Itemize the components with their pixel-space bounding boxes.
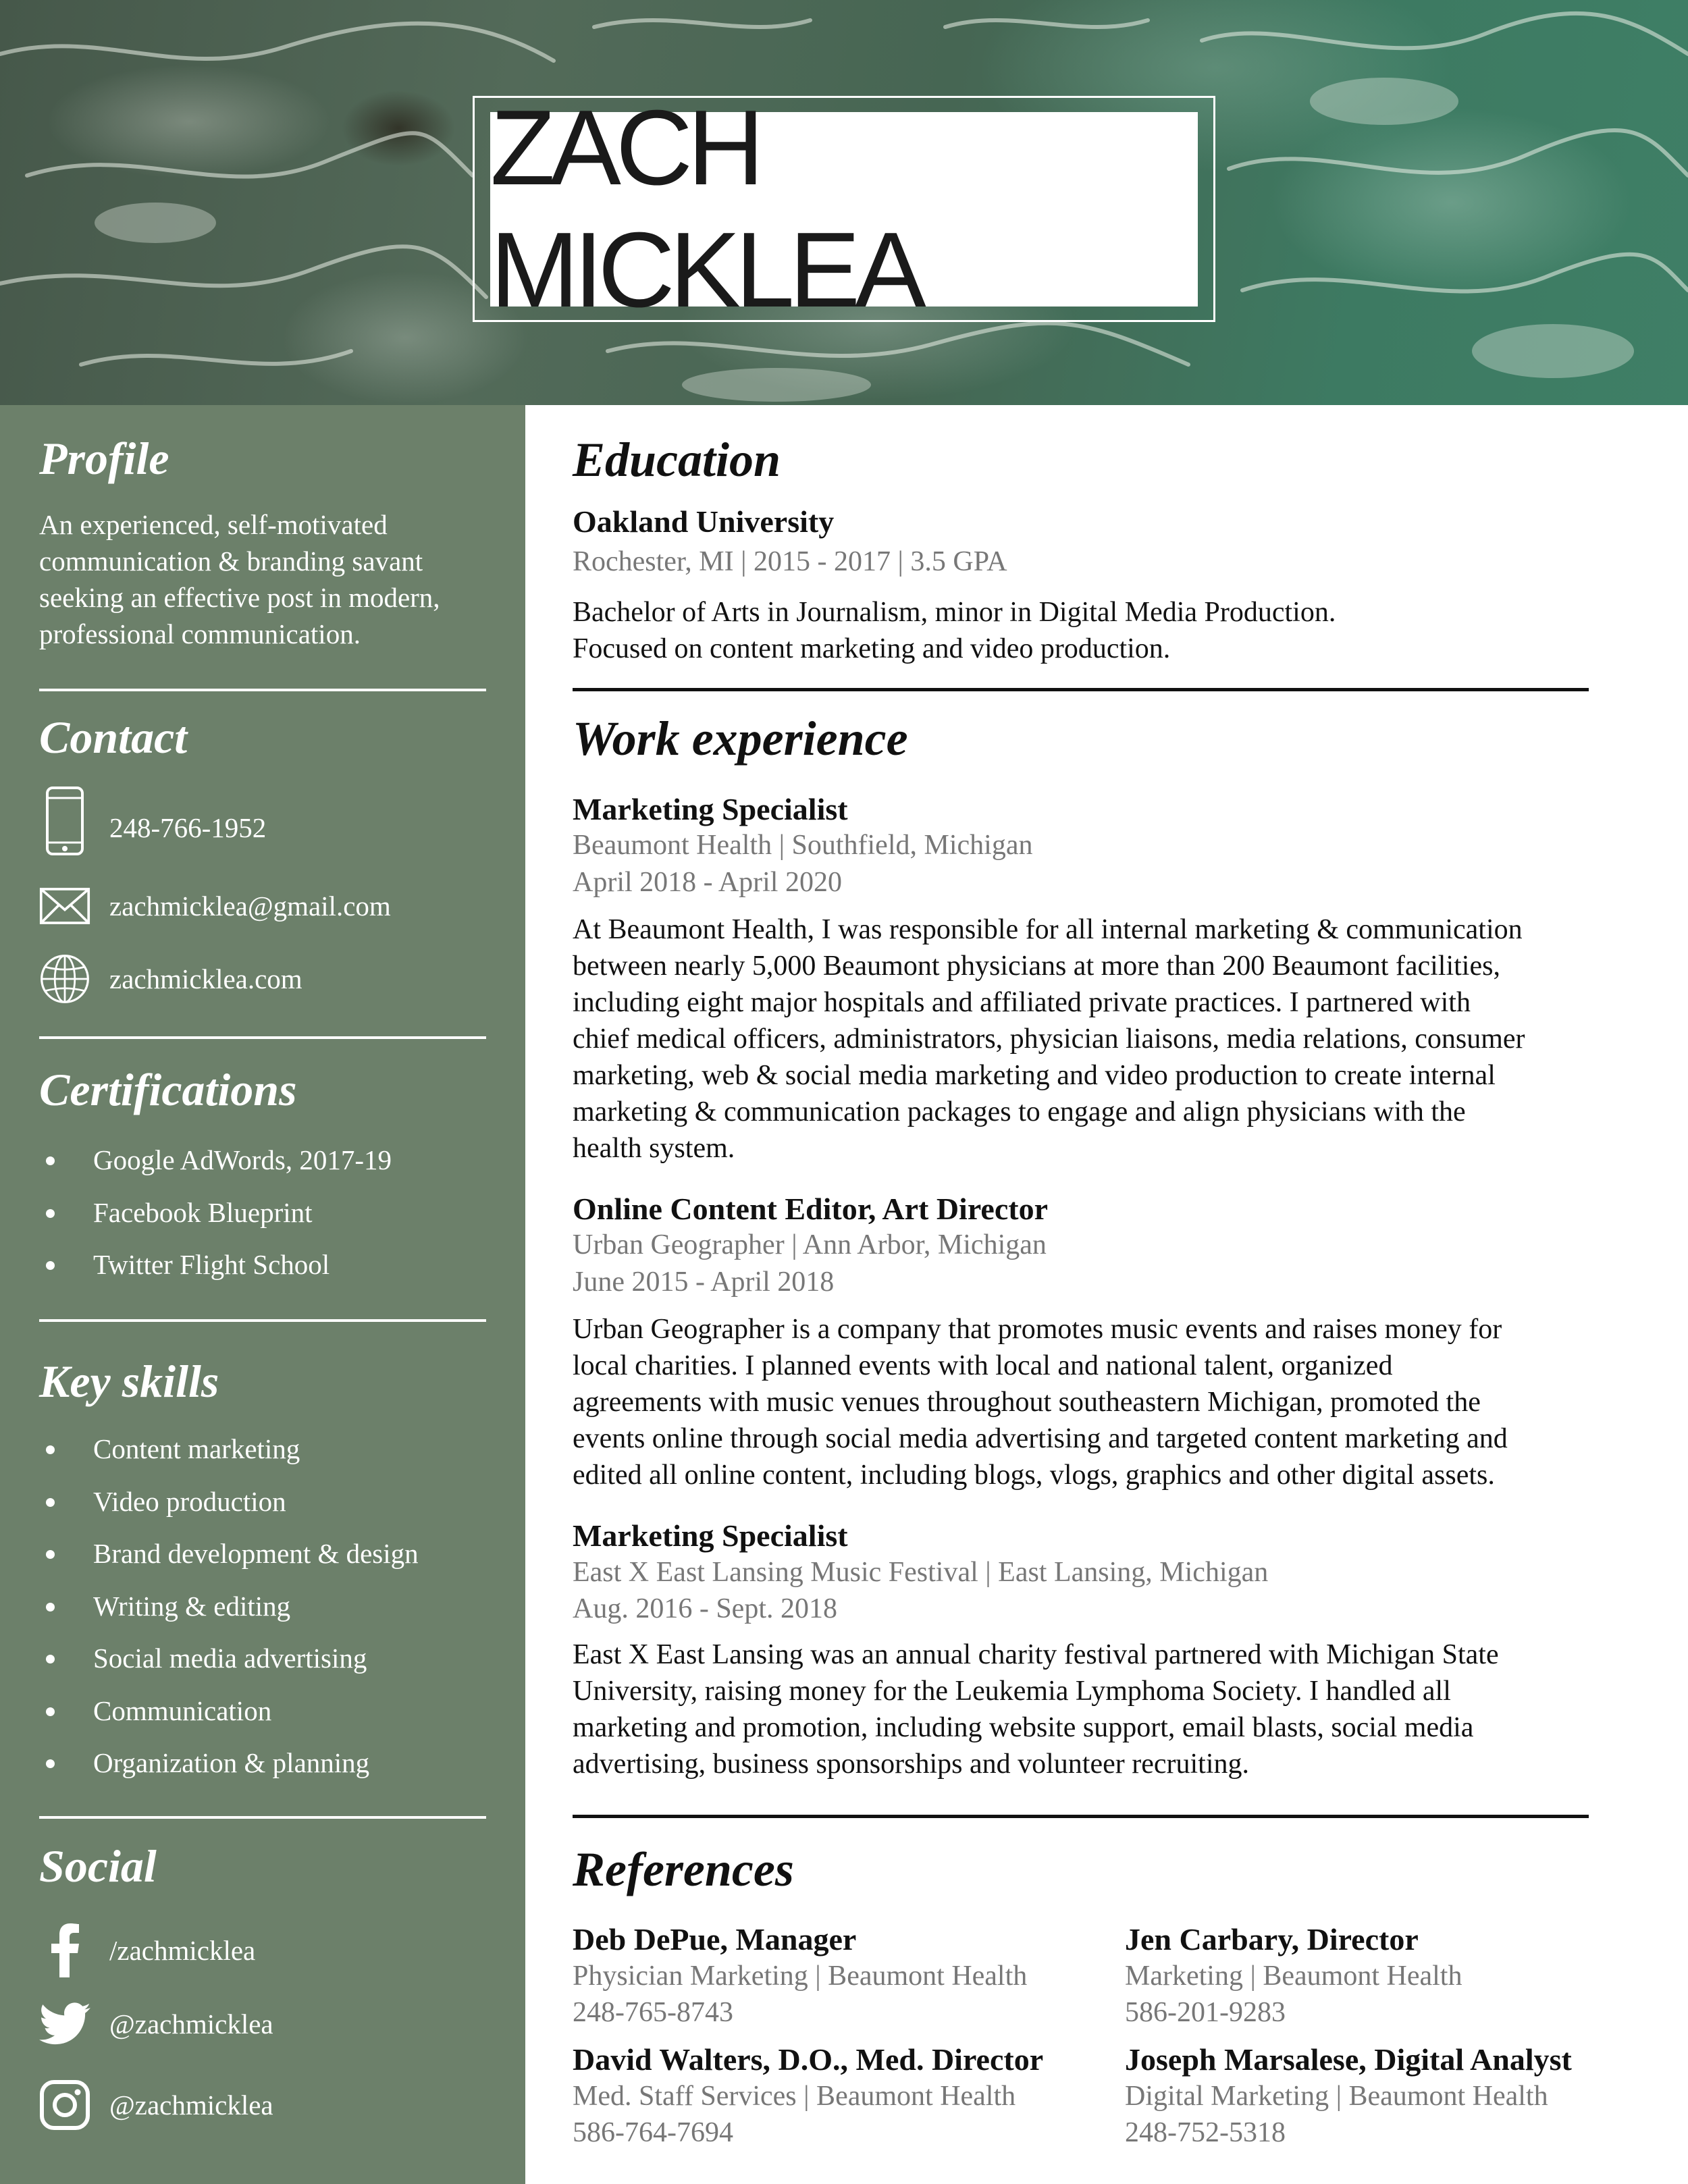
reference-org: Digital Marketing | Beaumont Health bbox=[1125, 2081, 1548, 2112]
list-item: Organization & planning bbox=[39, 1737, 505, 1790]
reference-card bbox=[1125, 2042, 1679, 2151]
job-line: University, raising money for the Leukemia Lymphoma Society. I handled all bbox=[573, 1676, 1451, 1707]
school-details: Rochester, MI | 2015 - 2017 | 3.5 GPA bbox=[573, 546, 1007, 577]
job-dates: Aug. 2016 - Sept. 2018 bbox=[573, 1593, 837, 1624]
reference-card bbox=[573, 1921, 1126, 2031]
contact-heading: Contact bbox=[39, 712, 188, 763]
profile-line: seeking an effective post in modern, bbox=[39, 582, 440, 613]
reference-name: Deb DePue, Manager bbox=[573, 1922, 857, 1956]
skills-heading: Key skills bbox=[39, 1356, 219, 1407]
website-url: zachmicklea.com bbox=[109, 963, 302, 994]
profile-heading: Profile bbox=[39, 433, 169, 484]
list-item: Brand development & design bbox=[39, 1528, 505, 1580]
social-twitter[interactable] bbox=[39, 1997, 273, 2051]
header-banner bbox=[0, 0, 1688, 405]
sidebar bbox=[0, 405, 525, 2184]
reference-org: Marketing | Beaumont Health bbox=[1125, 1961, 1462, 1992]
job-org: Urban Geographer | Ann Arbor, Michigan bbox=[573, 1229, 1047, 1260]
job-title: Marketing Specialist bbox=[573, 792, 848, 826]
work-heading: Work experience bbox=[573, 712, 908, 766]
education-heading: Education bbox=[573, 433, 781, 487]
reference-phone: 248-752-5318 bbox=[1125, 2117, 1286, 2148]
divider bbox=[39, 689, 486, 691]
globe-icon bbox=[39, 953, 90, 1005]
phone-icon bbox=[39, 802, 90, 853]
job-org: Beaumont Health | Southfield, Michigan bbox=[573, 830, 1033, 861]
list-item: Writing & editing bbox=[39, 1580, 505, 1633]
divider bbox=[39, 1036, 486, 1039]
education-line: Focused on content marketing and video production. bbox=[573, 633, 1171, 664]
job-line: marketing and promotion, including website support, email blasts, social media bbox=[573, 1712, 1474, 1743]
job-line: edited all online content, including blogs, vlogs, graphics and other digital assets. bbox=[573, 1460, 1495, 1491]
social-heading: Social bbox=[39, 1840, 157, 1892]
job-line: Urban Geographer is a company that promotes music events and raises money for bbox=[573, 1314, 1502, 1345]
contact-phone[interactable] bbox=[39, 801, 266, 855]
certifications-heading: Certifications bbox=[39, 1064, 297, 1115]
job-line: local charities. I planned events with local and national talent, organized bbox=[573, 1350, 1393, 1381]
job-dates: April 2018 - April 2020 bbox=[573, 867, 842, 898]
job-line: marketing, web & social media marketing and video production to create internal bbox=[573, 1060, 1496, 1091]
job-line: At Beaumont Health, I was responsible for all internal marketing & communication bbox=[573, 914, 1523, 945]
candidate-name: ZACH MICKLEA bbox=[490, 88, 921, 329]
job-line: marketing & communication packages to engage and align physicians with the bbox=[573, 1096, 1466, 1127]
job-line: advertising, business sponsorships and volunteer recruiting. bbox=[573, 1749, 1250, 1780]
list-item: Twitter Flight School bbox=[39, 1239, 505, 1291]
list-item: Video production bbox=[39, 1476, 505, 1528]
main-content bbox=[525, 405, 1688, 2184]
instagram-handle: @zachmicklea bbox=[109, 2089, 273, 2121]
job-title: Marketing Specialist bbox=[573, 1518, 848, 1553]
job-org: East X East Lansing Music Festival | East Lansing, Michigan bbox=[573, 1557, 1269, 1588]
reference-name: Joseph Marsalese, Digital Analyst bbox=[1125, 2042, 1572, 2077]
divider bbox=[573, 688, 1589, 691]
social-instagram[interactable] bbox=[39, 2078, 273, 2132]
reference-org: Physician Marketing | Beaumont Health bbox=[573, 1961, 1028, 1992]
education-description bbox=[573, 594, 1599, 667]
divider bbox=[39, 1816, 486, 1819]
divider bbox=[39, 1319, 486, 1322]
profile-line: professional communication. bbox=[39, 618, 361, 649]
divider bbox=[573, 1815, 1589, 1818]
certifications-list bbox=[39, 1134, 505, 1291]
phone-number: 248-766-1952 bbox=[109, 812, 267, 843]
job-dates: June 2015 - April 2018 bbox=[573, 1267, 835, 1298]
reference-org: Med. Staff Services | Beaumont Health bbox=[573, 2081, 1016, 2112]
reference-name: David Walters, D.O., Med. Director bbox=[573, 2042, 1044, 2077]
mail-icon bbox=[39, 880, 90, 932]
job-line: including eight major hospitals and affiliated private practices. I partnered with bbox=[573, 987, 1471, 1018]
job-title: Online Content Editor, Art Director bbox=[573, 1192, 1048, 1226]
job-description bbox=[573, 1636, 1599, 1782]
reference-phone: 586-201-9283 bbox=[1125, 1997, 1286, 2028]
profile-text bbox=[39, 506, 505, 652]
contact-website[interactable] bbox=[39, 952, 302, 1006]
email-address: zachmicklea@gmail.com bbox=[109, 890, 391, 922]
job-line: East X East Lansing was an annual charity festival partnered with Michigan State bbox=[573, 1639, 1499, 1670]
job-line: health system. bbox=[573, 1133, 735, 1164]
school-name: Oakland University bbox=[573, 504, 835, 539]
list-item: Content marketing bbox=[39, 1423, 505, 1476]
job-line: between nearly 5,000 Beaumont physicians at more than 200 Beaumont facilities, bbox=[573, 951, 1500, 982]
social-facebook[interactable] bbox=[39, 1923, 255, 1977]
contact-email[interactable] bbox=[39, 879, 391, 933]
profile-line: communication & branding savant bbox=[39, 545, 423, 577]
facebook-handle: /zachmicklea bbox=[109, 1935, 256, 1966]
list-item: Social media advertising bbox=[39, 1632, 505, 1685]
reference-card bbox=[1125, 1921, 1679, 2031]
list-item: Facebook Blueprint bbox=[39, 1187, 505, 1240]
skills-list bbox=[39, 1423, 505, 1790]
job-line: chief medical officers, administrators, physician liaisons, media relations, consumer bbox=[573, 1023, 1525, 1055]
profile-line: An experienced, self-motivated bbox=[39, 509, 388, 540]
name-box bbox=[490, 88, 1198, 329]
reference-card bbox=[573, 2042, 1126, 2151]
references-heading: References bbox=[573, 1842, 794, 1896]
reference-phone: 586-764-7694 bbox=[573, 2117, 733, 2148]
job-line: events online through social media advertising and targeted content marketing and bbox=[573, 1423, 1508, 1454]
instagram-icon bbox=[39, 2079, 90, 2131]
education-line: Bachelor of Arts in Journalism, minor in Digital Media Production. bbox=[573, 597, 1336, 628]
facebook-icon bbox=[39, 1925, 90, 1976]
job-line: agreements with music venues throughout southeastern Michigan, promoted the bbox=[573, 1387, 1481, 1418]
list-item: Communication bbox=[39, 1685, 505, 1738]
job-description bbox=[573, 1311, 1599, 1493]
twitter-handle: @zachmicklea bbox=[109, 2008, 273, 2040]
reference-phone: 248-765-8743 bbox=[573, 1997, 733, 2028]
job-description bbox=[573, 911, 1599, 1167]
list-item: Google AdWords, 2017-19 bbox=[39, 1134, 505, 1187]
reference-name: Jen Carbary, Director bbox=[1125, 1922, 1419, 1956]
twitter-icon bbox=[39, 1998, 90, 2050]
